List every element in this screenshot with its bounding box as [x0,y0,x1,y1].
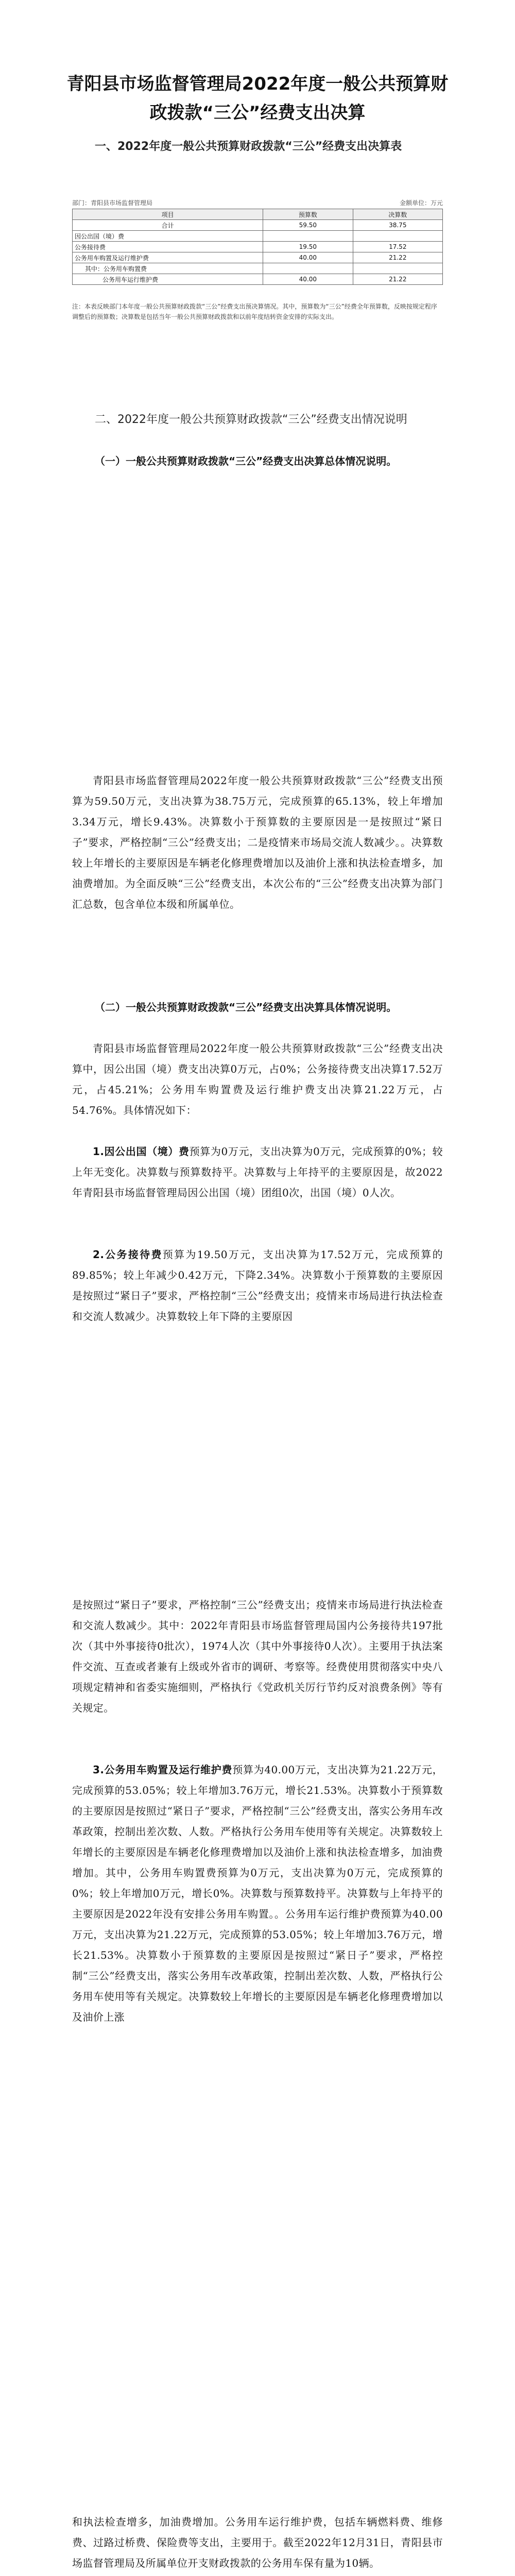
specific-intro-paragraph: 青阳县市场监督管理局2022年度一般公共预算财政拨款“三公”经费支出决算中，因公出国（境）费支出决算0万元，占0%；公务接待费支出决算17.52万元，占45.21%；公务用车购置费及运行维护费支出决算21.22万元，占54.76%。具体情况如下： [72,1042,443,1116]
row-budget: 19.50 [263,242,353,252]
document-title: 青阳县市场监督管理局2022年度一般公共预算财政拨款“三公”经费支出决算 [66,74,449,123]
row-actual: 38.75 [353,220,442,231]
table-meta [72,198,443,207]
item2-paragraph [72,1244,443,1327]
row-label: 公务用车运行维护费 [73,274,263,285]
row-budget [263,263,353,274]
subsection1-heading: （一）一般公共预算财政拨款“三公”经费支出决算总体情况说明。 [95,455,397,467]
table-unit: 金额单位：万元 [399,199,443,207]
row-label: 合计 [73,220,263,231]
subsection2-heading: （二）一般公共预算财政拨款“三公”经费支出决算具体情况说明。 [95,1001,397,1013]
item3-paragraph [72,1759,443,2027]
item1-label: 1.因公出国（境）费 [93,1145,190,1158]
item2-label: 2.公务接待费 [93,1248,163,1261]
row-label: 因公出国（境）费 [73,231,263,242]
row-label: 公务用车购置及运行维护费 [73,252,263,263]
table-row [73,242,443,252]
table-row [73,263,443,274]
item3-continuation: 和执法检查增多，加油费增加。公务用车运行维护费，包括车辆燃料费、维修费、过路过桥费、保险费等支出，主要用于。截至2022年12月31日，青阳县市场监督管理局及所属单位开支财政拨款的公务用车保有量为10辆。 [72,2516,443,2569]
item3-text: 预算为40.00万元，支出决算为21.22万元，完成预算的53.05%；较上年增加3.76万元，增长21.53%。决算数小于预算数的主要原因是按照过“紧日子”要求，严格控制“三公”经费支出，落实公务用车改革政策，控制出差次数、人数。严格执行公务用车使用等有关规定。决算数较上年增长的主要原因是车辆老化修理费增加以及油价上涨和执法检查增多，加油费增加。其中，公务用车购置费预算为0万元，支出决算为0万元，完成预算的0%；较上年增加0万元，增长0%。决算数与预算数持平。决算数与上年持平的主要原因是2022年没有安排公务用车购置。。公务用车运行维护费预算为40.00万元，支出决算为21.22万元，完成预算的53.05%；较上年增加3.76万元，增长21.53%。决算数小于预算数的主要原因是按照过“紧日子”要求，严格控制“三公”经费支出，落实公务用车改革政策，控制出差次数、人数，严格执行公务用车使用等有关规定。决算数较上年增长的主要原因是车辆老化修理费增加以及油价上涨 [72,1764,443,2023]
row-actual: 17.52 [353,242,442,252]
item3-label: 3.公务用车购置及运行维护费 [93,1764,233,1776]
row-budget: 40.00 [263,274,353,285]
three-expenses-table [72,209,443,285]
section1-heading: 一、2022年度一般公共预算财政拨款“三公”经费支出决算表 [95,140,402,153]
table-row [73,274,443,285]
item1-text: 预算为0万元，支出决算为0万元，完成预算的0%；较上年无变化。决算数与预算数持平。决算数与上年持平的主要原因是，故2022年青阳县市场监督管理局因公出国（境）团组0次，出国（境）0人次。 [72,1145,443,1199]
row-label: 公务接待费 [73,242,263,252]
row-budget: 40.00 [263,252,353,263]
table-row [73,252,443,263]
row-budget: 59.50 [263,220,353,231]
row-actual [353,263,442,274]
table-header-item: 项目 [73,209,263,220]
table-header-row [73,209,443,220]
row-label: 其中：公务用车购置费 [73,263,263,274]
item2-continuation: 是按照过“紧日子”要求，严格控制“三公”经费支出；疫情来市场局进行执法检查和交流人数减少。其中：2022年青阳县市场监督管理局国内公务接待共197批次（其中外事接待0批次），1974人次（其中外事接待0人次）。主要用于执法案件交流、互查或者兼有上级或外省市的调研、考察等。经费使用贯彻落实中央八项规定精神和省委实施细则，严格执行《党政机关厉行节约反对浪费条例》等有关规定。 [72,1599,443,1714]
section2-heading: 二、2022年度一般公共预算财政拨款“三公”经费支出情况说明 [95,413,407,426]
table-header-actual: 决算数 [353,209,442,220]
item1-paragraph [72,1141,443,1203]
row-actual: 21.22 [353,274,442,285]
row-actual [353,231,442,242]
table-department: 部门：青阳县市场监督管理局 [72,199,153,207]
overall-paragraph: 青阳县市场监督管理局2022年度一般公共预算财政拨款“三公”经费支出预算为59.50万元，支出决算为38.75万元，完成预算的65.13%，较上年增加3.34万元，增长9.43%。决算数小于预算数的主要原因是一是按照过“紧日子”要求，严格控制“三公”经费支出；二是疫情来市场局交流人数减少。。决算数较上年增长的主要原因是车辆老化修理费增加以及油价上涨和执法检查增多，加油费增加。为全面反映“三公”经费支出，本次公布的“三公”经费支出决算为部门汇总数，包含单位本级和所属单位。 [72,774,443,910]
table-row [73,220,443,231]
item2-text: 预算为19.50万元，支出决算为17.52万元，完成预算的89.85%；较上年减少0.42万元，下降2.34%。决算数小于预算数的主要原因是按照过“紧日子”要求，严格控制“三公”经费支出；疫情来市场局进行执法检查和交流人数减少。决算数较上年下降的主要原因 [72,1248,443,1323]
table-row [73,231,443,242]
row-actual: 21.22 [353,252,442,263]
table-header-budget: 预算数 [263,209,353,220]
table-note: 注：本表反映部门本年度一般公共预算财政拨款“三公”经费支出预决算情况。其中，预算数为“三公”经费全年预算数，反映按规定程序调整后的预算数；决算数是包括当年一般公共预算财政拨款和以前年度结转资金安排的实际支出。 [72,303,437,320]
row-budget [263,231,353,242]
